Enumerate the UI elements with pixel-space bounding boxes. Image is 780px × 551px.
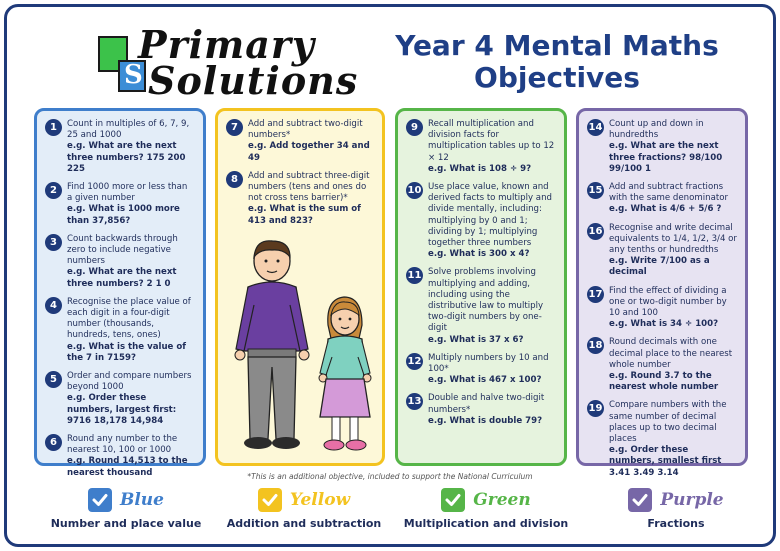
objective-text: Solve problems involving multiplying and adding, including using the distributive law to multiply two-digit numbers by one-digit	[428, 267, 544, 334]
objective-number-badge: 3	[45, 234, 62, 251]
objective-number-badge: 8	[226, 171, 243, 188]
objective-text: Find the effect of dividing a one or two-digit number by 10 and 100	[609, 285, 727, 319]
checkbox-icon	[258, 488, 282, 512]
legend-color-name: Blue	[119, 490, 164, 510]
objective-item	[406, 353, 556, 387]
checkbox-icon	[628, 488, 652, 512]
objective-text: Order and compare numbers beyond 1000	[67, 371, 192, 393]
objective-number-badge: 13	[406, 393, 423, 410]
objective-example: e.g. What is double 79?	[428, 415, 543, 426]
objective-text: Add and subtract three-digit numbers (tens and ones do not cross tens barrier)*	[248, 170, 370, 204]
objective-example: e.g. Write 7/100 as a decimal	[609, 256, 710, 278]
objective-text: Round any number to the nearest 10, 100 or 1000	[67, 434, 178, 456]
objective-number-badge: 5	[45, 371, 62, 388]
legend-item	[396, 486, 576, 530]
objective-number-badge: 17	[587, 286, 604, 303]
objective-text: Add and subtract fractions with the same denominator	[609, 182, 729, 204]
legend-description: Addition and subtraction	[226, 517, 382, 530]
objective-item	[587, 182, 737, 216]
logo-text-primary: Primary	[138, 22, 315, 67]
column-green	[395, 108, 567, 466]
objective-example: e.g. What are the next three fractions? 98/100 99/100 1	[609, 141, 723, 174]
objective-number-badge: 10	[406, 182, 423, 199]
girl-figure	[319, 297, 371, 450]
primary-solutions-logo	[98, 22, 359, 103]
objective-example: e.g. What is 37 x 6?	[428, 334, 524, 345]
legend-item	[586, 486, 766, 530]
objective-item	[587, 119, 737, 175]
logo-blue-square: S	[118, 60, 146, 92]
objective-number-badge: 19	[587, 400, 604, 417]
objective-text: Add and subtract two-digit numbers*	[248, 119, 363, 141]
legend-description: Number and place value	[50, 517, 202, 530]
objective-text: Count backwards through zero to include negative numbers	[67, 233, 178, 267]
objective-item	[587, 400, 737, 478]
objective-example: e.g. What is 467 x 100?	[428, 375, 542, 386]
objective-example: e.g. What is 4/6 + 5/6 ?	[609, 204, 722, 215]
objective-example: e.g. What is 108 ÷ 9?	[428, 163, 532, 174]
objective-example: e.g. What is 1000 more than 37,856?	[67, 204, 180, 226]
objective-text: Compare numbers with the same number of decimal places up to two decimal places	[609, 400, 727, 445]
objective-number-badge: 15	[587, 182, 604, 199]
legend-color-name: Purple	[660, 490, 724, 510]
legend-item	[214, 486, 394, 530]
objective-number-badge: 2	[45, 182, 62, 199]
objective-example: e.g. What is 34 ÷ 100?	[609, 319, 719, 330]
column-yellow	[215, 108, 385, 466]
column-blue	[34, 108, 206, 478]
objective-number-badge: 11	[406, 267, 423, 284]
objective-item	[587, 286, 737, 331]
objective-example: e.g. What is the value of the 7 in 7159?	[67, 341, 187, 363]
legend-color-name: Green	[473, 490, 531, 510]
objective-number-badge: 4	[45, 297, 62, 314]
objective-number-badge: 16	[587, 223, 604, 240]
objective-example: e.g. What are the next three numbers? 2 1 0	[67, 267, 177, 289]
objective-item	[406, 119, 556, 175]
objective-number-badge: 12	[406, 353, 423, 370]
objective-item	[226, 171, 374, 227]
logo-text-solutions: Solutions	[148, 58, 359, 103]
objective-number-badge: 14	[587, 119, 604, 136]
objective-text: Use place value, known and derived facts to multiply and divide mentally, including: multiplying by 0 and 1; dividing by 1; multiplying together three numbers	[428, 182, 552, 249]
objective-number-badge: 6	[45, 434, 62, 451]
children-illustration	[224, 239, 384, 461]
objective-text: Round decimals with one decimal place to the nearest whole number	[609, 337, 733, 370]
objective-text: Find 1000 more or less than a given number	[67, 182, 188, 204]
objective-example: e.g. Order these numbers, smallest first 3.41 3.49 3.14	[609, 445, 722, 478]
objective-number-badge: 1	[45, 119, 62, 136]
objective-text: Recall multiplication and division facts for multiplication tables up to 12 × 12	[428, 119, 555, 163]
objective-example: e.g. What are the next three numbers? 175 200 225	[67, 141, 186, 174]
objective-example: e.g. What is 300 x 4?	[428, 249, 530, 260]
objective-item	[45, 371, 195, 427]
objective-text: Double and halve two-digit numbers*	[428, 393, 545, 415]
objective-text: Recognise and write decimal equivalents to 1/4, 1/2, 3/4 or any tenths or hundredths	[609, 222, 737, 256]
objective-example: e.g. What is the sum of 413 and 823?	[248, 204, 361, 226]
objective-item	[406, 182, 556, 260]
objective-item	[45, 182, 195, 227]
objective-item	[45, 297, 195, 364]
boy-figure	[235, 241, 309, 449]
legend-color-name: Yellow	[289, 490, 351, 510]
legend-item	[36, 486, 216, 530]
objective-item	[45, 234, 195, 290]
objective-item	[587, 337, 737, 393]
objective-number-badge: 18	[587, 337, 604, 354]
objective-text: Recognise the place value of each digit in a four-digit number (thousands, hundreds, tens, ones)	[67, 296, 191, 341]
objective-item	[406, 267, 556, 345]
column-purple	[576, 108, 748, 478]
footnote: *This is an additional objective, included to support the National Curriculum	[247, 472, 533, 481]
objective-number-badge: 9	[406, 119, 423, 136]
objective-example: e.g. Add together 34 and 49	[248, 141, 370, 163]
objective-item	[45, 119, 195, 175]
objective-text: Count up and down in hundredths	[609, 119, 704, 141]
legend-description: Fractions	[647, 517, 705, 530]
objective-text: Multiply numbers by 10 and 100*	[428, 352, 549, 375]
checkbox-icon	[88, 488, 112, 512]
page-title: Year 4 Mental Maths Objectives	[395, 29, 719, 94]
objective-item	[587, 223, 737, 279]
checkbox-icon	[441, 488, 465, 512]
legend-description: Multiplication and division	[403, 517, 569, 530]
objective-example: e.g. Round 3.7 to the nearest whole number	[609, 371, 719, 393]
objective-item	[406, 393, 556, 427]
objective-example: e.g. Order these numbers, largest first: 9716 18,178 14,984	[67, 393, 177, 426]
objective-text: Count in multiples of 6, 7, 9, 25 and 1000	[67, 119, 190, 141]
objective-number-badge: 7	[226, 119, 243, 136]
objective-example: e.g. Round 14,513 to the nearest thousand	[67, 456, 188, 478]
objective-item	[226, 119, 374, 164]
